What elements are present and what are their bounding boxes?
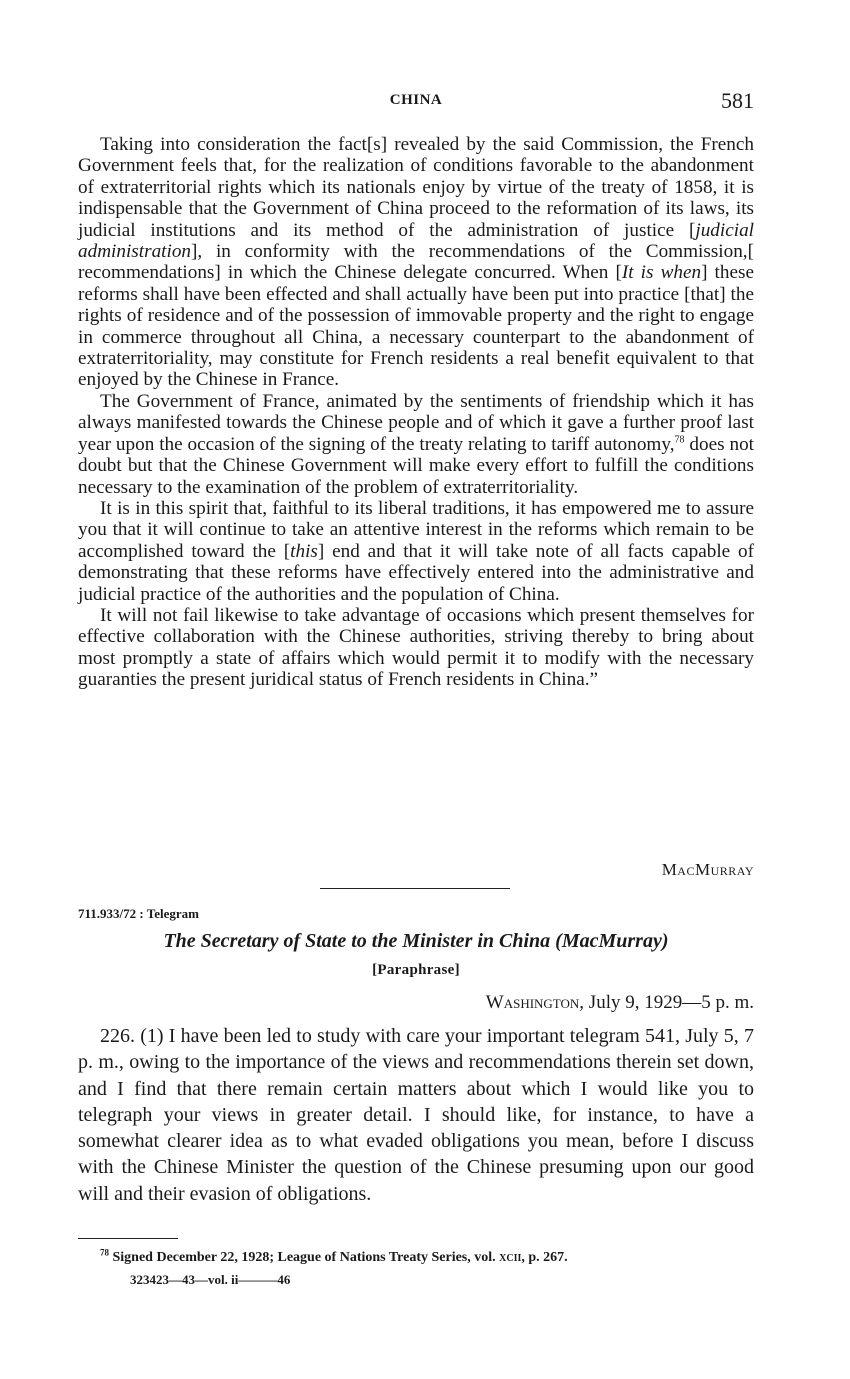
footnote-divider [78,1238,178,1239]
signature: MacMurray [661,860,754,879]
paraphrase-label: [Paraphrase] [372,962,460,978]
printer-signature-line: 323423—43—vol. ii———46 [130,1272,291,1287]
page-number: 581 [721,88,754,113]
running-head [78,88,754,114]
section-divider [320,888,510,889]
footnote-reference[interactable]: 78 [674,434,685,446]
footnote-mark: 78 [100,1247,109,1258]
continued-letter-text [78,134,754,691]
file-reference: 711.933/72 : Telegram [78,906,199,921]
dateline-date: , July 9, 1929—5 p. m. [579,992,754,1013]
dateline [486,992,754,1014]
footnote: $^{78}$ Signed December 22, 1928; League of Nations Treaty Series, vol. xcii, p. 267. [100,1247,568,1265]
telegram-body [78,1023,754,1207]
footnote-volume: xcii [499,1250,522,1265]
document-heading: The Secretary of State to the Minister in China (MacMurray) [163,930,669,952]
paragraph: 226. (1) I have been led to study with care your important telegram 541, July 5, 7 p. m., owing to the importance of the views and recommendations therein set down, and I find that there remain certain matters about which I would like you to telegraph your views in greater detail. I should like, for instance, to have a somewhat clearer idea as to what evaded obligations you mean, before I discuss with the Chinese Minister the question of the Chinese presuming upon our good will and their evasion of obligations. [78,1025,754,1205]
running-head-title: CHINA [389,92,443,108]
paragraph: It will not fail likewise to take advantage of occasions which present themselves for effective collaboration with the Chinese authorities, striving thereby to bring about most promptly a state of affairs which would permit it to modify with the necessary guaranties the present juridical status of French residents in China.” [78,604,754,691]
paragraph: Taking into consideration the fact[s] revealed by the said Commission, the French Government feels that, for the realization of conditions favorable to the abandonment of extraterritorial rights which its nationals enjoy by virtue of the treaty of 1858, it is indispensable that the Government of China proceed to the reformation of its laws, its judicial institutions and its method of the administration of justice [judicial administration], in conformity with the recommendations of the Commission,[ recommendations] in which the Chinese delegate concurred. When [It is when] these reforms shall have been effected and shall actually have been put into practice [that] the rights of residence and of the possession of immovable property and the right to engage in commerce throughout all China, a necessary counterpart to the abandonment of extraterritoriality, may constitute for French residents a real benefit equivalent to that enjoyed by the Chinese in France. [78,134,754,391]
paragraph: It is in this spirit that, faithful to its liberal traditions, it has empowered me to assure you that it will continue to take an attentive interest in the reforms which remain to be accomplished toward the [this] end and that it will take note of all facts capable of demonstrating that these reforms have effectively entered into the administrative and judicial practice of the authorities and the population of China. [78,497,754,605]
dateline-place: Washington [485,992,580,1013]
paragraph: The Government of France, animated by the sentiments of friendship which it has always manifested towards the Chinese people and of which it gave a further proof last year upon the occasion of the signing of the treaty relating to tariff autonomy,$^{78}$ does not doubt but that the Chinese Government will make every effort to fulfill the conditions necessary to the examination of the problem of extraterritoriality. [78,390,754,498]
